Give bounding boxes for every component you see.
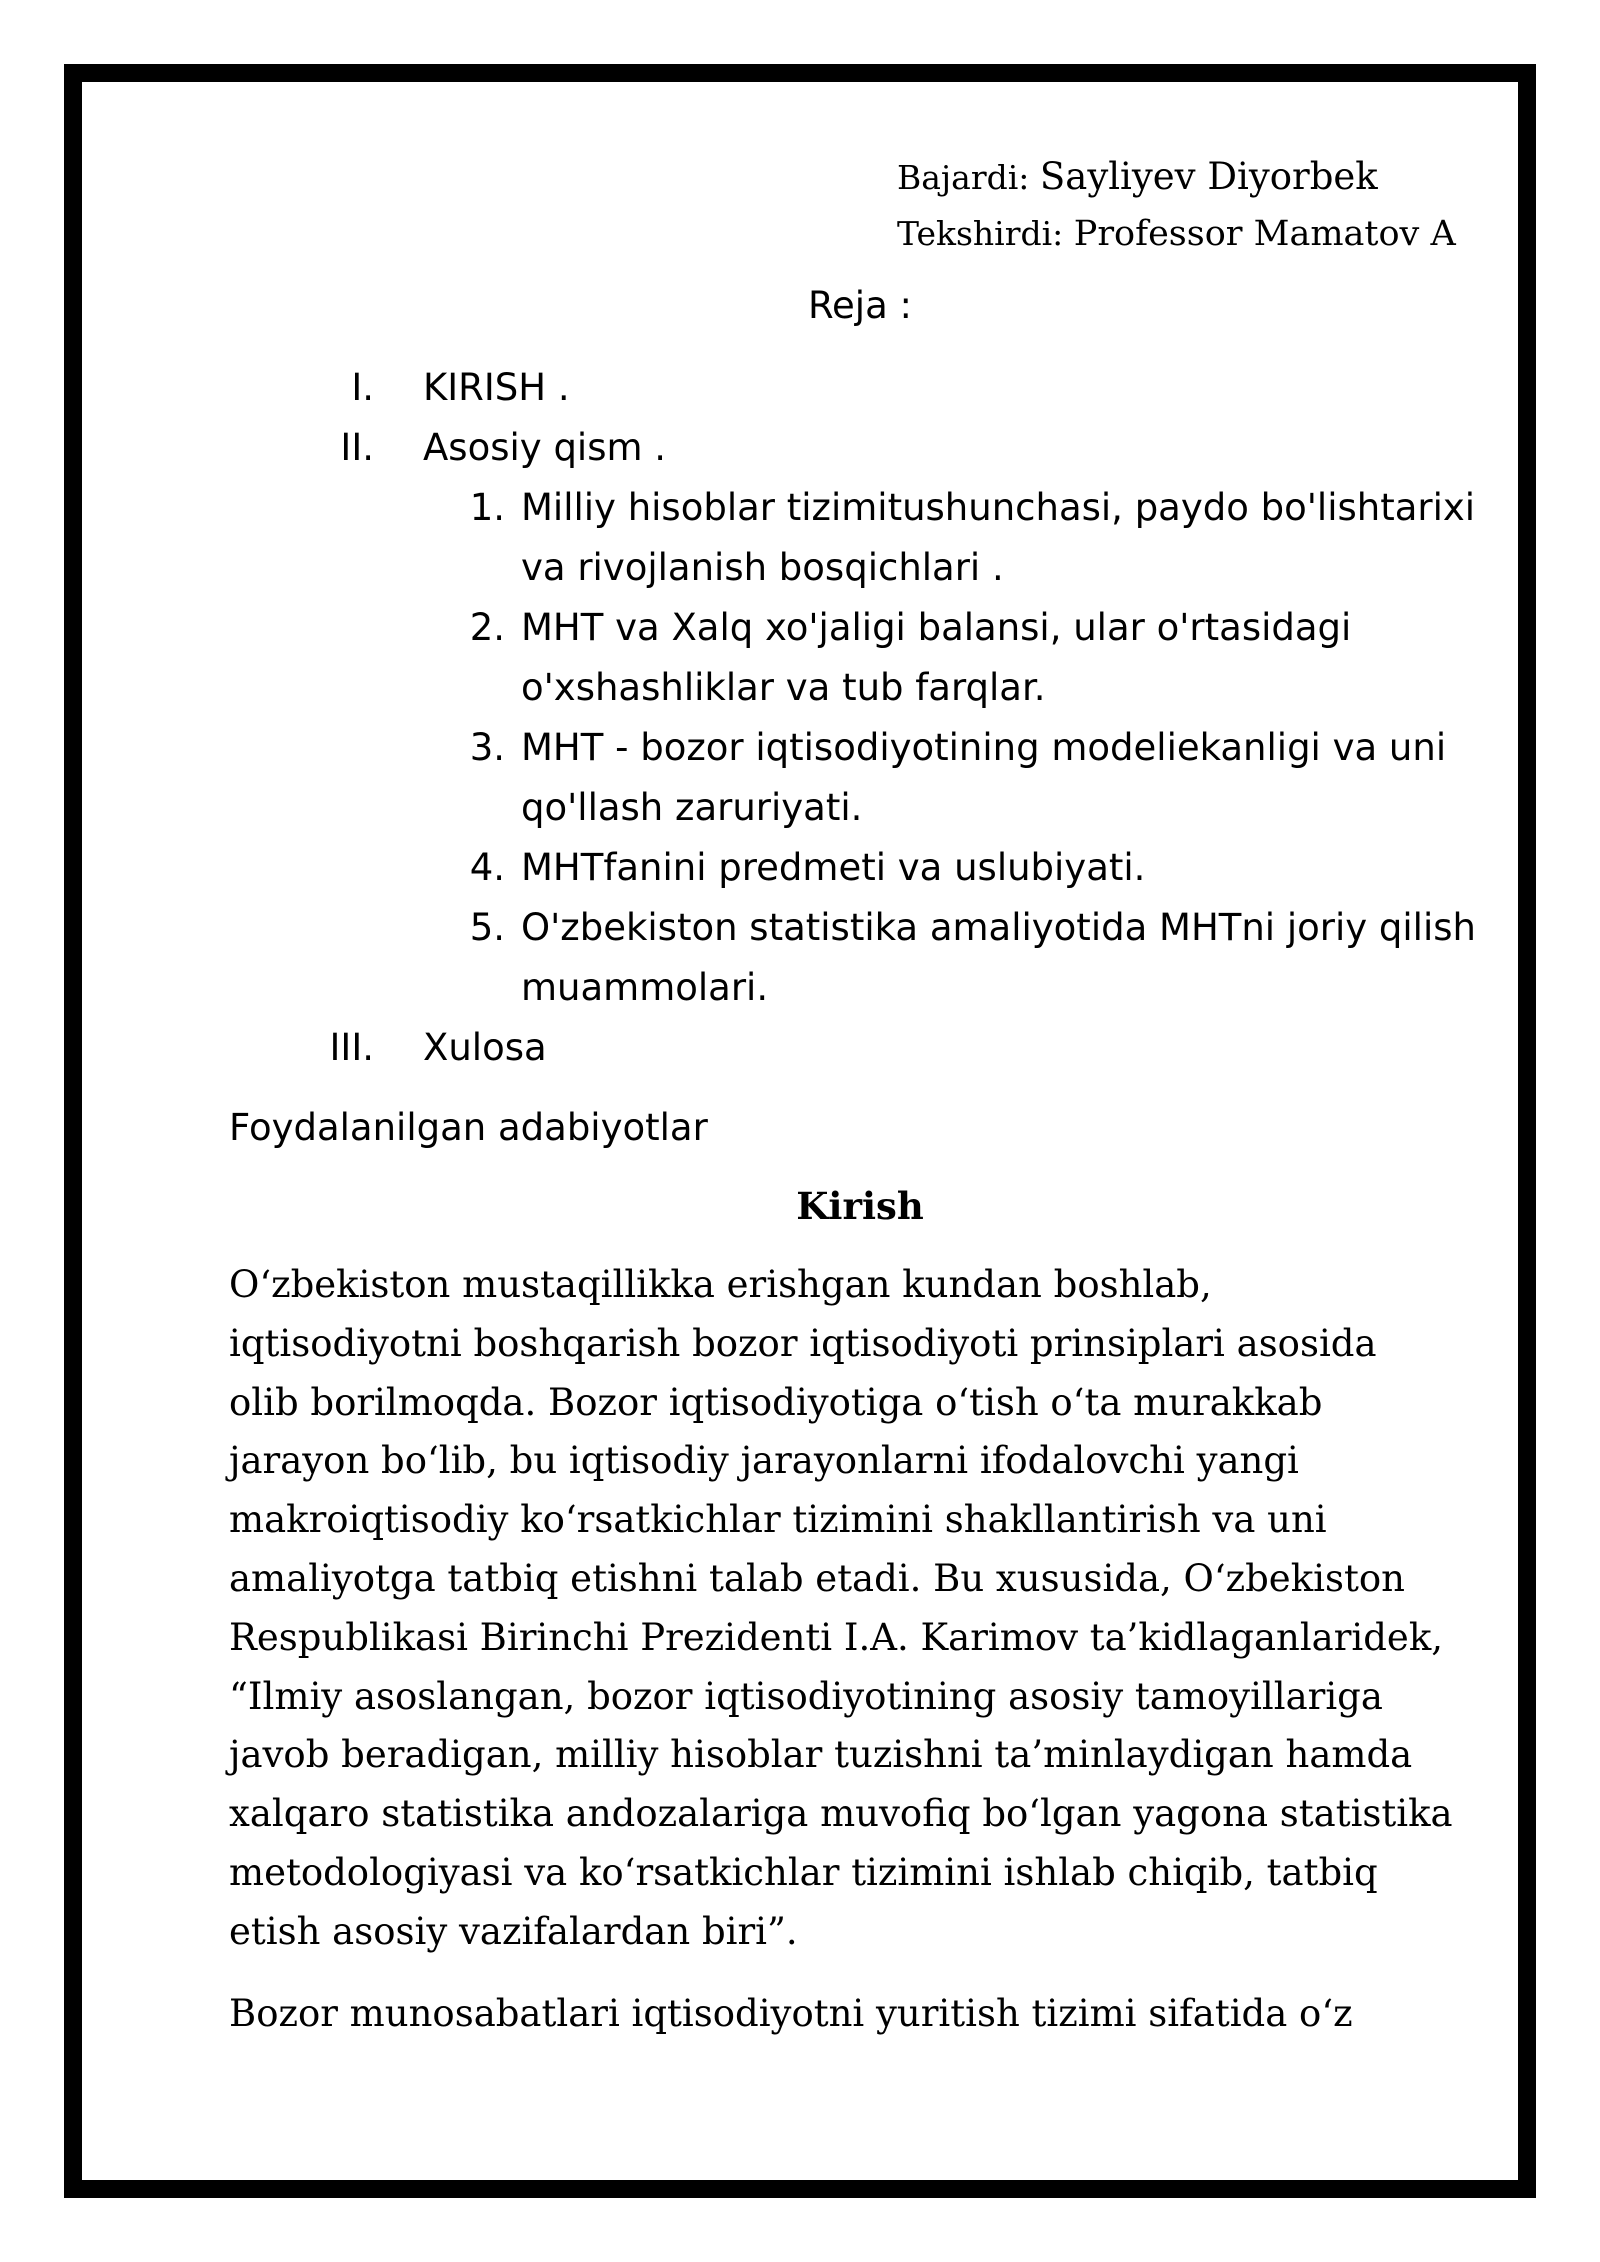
intro-paragraph-1 [229,1256,1529,1962]
tekshirdi-name: Professor Mamatov A [1073,214,1456,254]
subitem-line: MHTfanini predmeti va uslubiyati. [521,846,1146,889]
subitem-line: o'xshashliklar va tub farqlar. [521,666,1046,709]
section-numeral: III. [329,1026,374,1069]
author-block [897,152,1456,265]
subitem-number: 3. [469,726,505,769]
subitem-number: 2. [469,606,505,649]
paragraph-line: iqtisodiyotni boshqarish bozor iqtisodiyoti prinsiplari asosida [229,1321,1377,1365]
subitem-line: va rivojlanish bosqichlari . [521,546,1004,589]
paragraph-line: “Ilmiy asoslangan, bozor iqtisodiyotining asosiy tamoyillariga [229,1674,1383,1718]
intro-paragraph-2 [229,1985,1529,2044]
bajardi-label: Bajardi: [897,158,1040,197]
paragraph-line: etish asosiy vazifalardan biri”. [229,1909,798,1953]
subitem-line: MHT va Xalq xo'jaligi balansi, ular o'rtasidagi [521,606,1352,649]
section-label: Xulosa [423,1026,547,1069]
paragraph-line: metodologiyasi va ko‘rsatkichlar tizimini ishlab chiqib, tatbiq [229,1850,1378,1894]
subitem-line: O'zbekiston statistika amaliyotida MHTni joriy qilish [521,906,1476,949]
paragraph-line: jarayon bo‘lib, bu iqtisodiy jarayonlarni ifodalovchi yangi [229,1439,1299,1483]
section-label: KIRISH . [423,366,570,409]
subitem-line: qo'llash zaruriyati. [521,786,863,829]
paragraph-line: Bozor munosabatlari iqtisodiyotni yuritish tizimi sifatida o‘z [229,1992,1353,2035]
subitem-number: 4. [469,846,505,889]
bajardi-name: Sayliyev Diyorbek [1039,155,1378,198]
subitem-line: Milliy hisoblar tizimitushunchasi, paydo bo'lishtarixi [521,486,1476,529]
section-label: Asosiy qism . [423,426,667,469]
paragraph-line: javob beradigan, milliy hisoblar tuzishni ta’minlaydigan hamda [229,1733,1413,1777]
paragraph-line: olib borilmoqda. Bozor iqtisodiyotiga o‘tish o‘ta murakkab [229,1380,1323,1424]
paragraph-line: O‘zbekiston mustaqillikka erishgan kundan boshlab, [229,1263,1212,1306]
paragraph-line: xalqaro statistika andozalariga muvofiq bo‘lgan yagona statistika [229,1792,1453,1836]
intro-heading: Kirish [796,1184,924,1228]
paragraph-line: amaliyotga tatbiq etishni talab etadi. Bu xususida, O‘zbekiston [229,1556,1405,1600]
subitem-line: muammolari. [521,966,769,1009]
section-numeral: II. [340,426,374,469]
literature-heading: Foydalanilgan adabiyotlar [229,1106,708,1149]
subitem-number: 1. [469,486,505,529]
author-line [897,152,1456,209]
subitem-number: 5. [469,906,505,949]
subitem-line: MHT - bozor iqtisodiyotining modeliekanligi va uni [521,726,1447,769]
section-numeral: I. [351,366,374,409]
paragraph-line: Respublikasi Birinchi Prezidenti I.A. Karimov ta’kidlaganlaridek, [229,1615,1444,1659]
paragraph-line: makroiqtisodiy ko‘rsatkichlar tizimini shakllantirish va uni [229,1498,1327,1542]
reviewer-line [897,209,1456,265]
plan-title: Reja : [808,284,912,327]
tekshirdi-label: Tekshirdi: [897,214,1074,253]
